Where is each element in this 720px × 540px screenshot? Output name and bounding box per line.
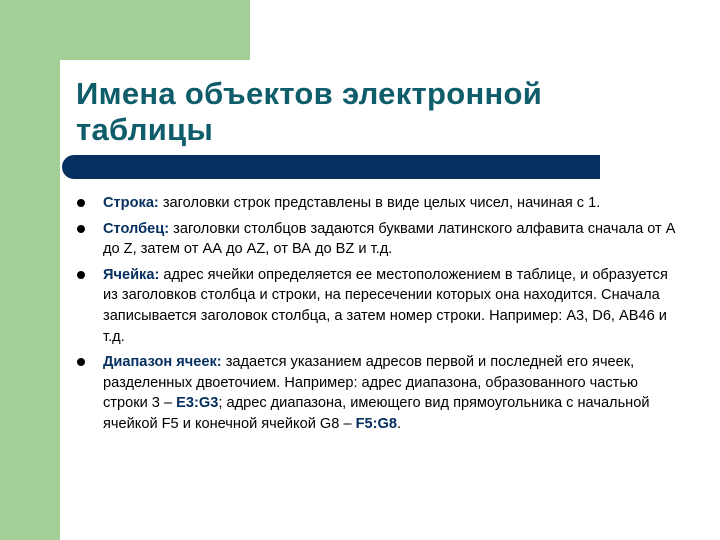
list-item-range (76, 352, 676, 434)
list-item-column (76, 219, 676, 260)
term-label: Ячейка: (103, 266, 160, 283)
item-text-2: ; адрес диапазона, имеющего вид прямоугольника с начальной ячейкой F5 и конечной ячейкой G8 – (103, 395, 650, 432)
list-item-cell (76, 265, 676, 347)
slide-title: Имена объектов электронной таблицы (76, 76, 543, 147)
title-divider-bar (62, 155, 600, 179)
item-text-3: . (396, 415, 402, 432)
bullet-dot-icon (77, 271, 85, 279)
term-label: Столбец: (103, 220, 170, 237)
bullet-dot-icon (77, 199, 85, 207)
term-label: Строка: (103, 195, 159, 211)
range-ref-2: F5:G8 (355, 415, 397, 432)
item-text: заголовки столбцов задаются буквами латинского алфавита сначала от A до Z, затем от АА до AZ, от ВА до BZ и т.д. (103, 220, 675, 258)
list-item-row (76, 193, 676, 214)
left-decor-bar (0, 0, 60, 540)
bullet-dot-icon (77, 225, 85, 233)
item-text: задается указанием адресов первой и последней его ячеек, разделенных двоеточием. Например: адрес диапазона, образованного частью строки 3 – (103, 354, 638, 412)
bullet-dot-icon (77, 358, 85, 366)
bullet-list (76, 193, 676, 440)
item-text: заголовки строк представлены в виде целых чисел, начиная с 1. (158, 195, 601, 211)
range-ref-1: E3:G3 (176, 395, 219, 412)
top-decor-block (0, 0, 250, 60)
item-text: адрес ячейки определяется ее местоположением в таблице, и образуется из заголовков столбца и строки, на пересечении которых она находится. Сначала записывается заголовок столбца, а затем номер строки. Например: А3, D6, АВ46 и т.д. (103, 266, 668, 345)
term-label: Диапазон ячеек: (103, 354, 222, 371)
